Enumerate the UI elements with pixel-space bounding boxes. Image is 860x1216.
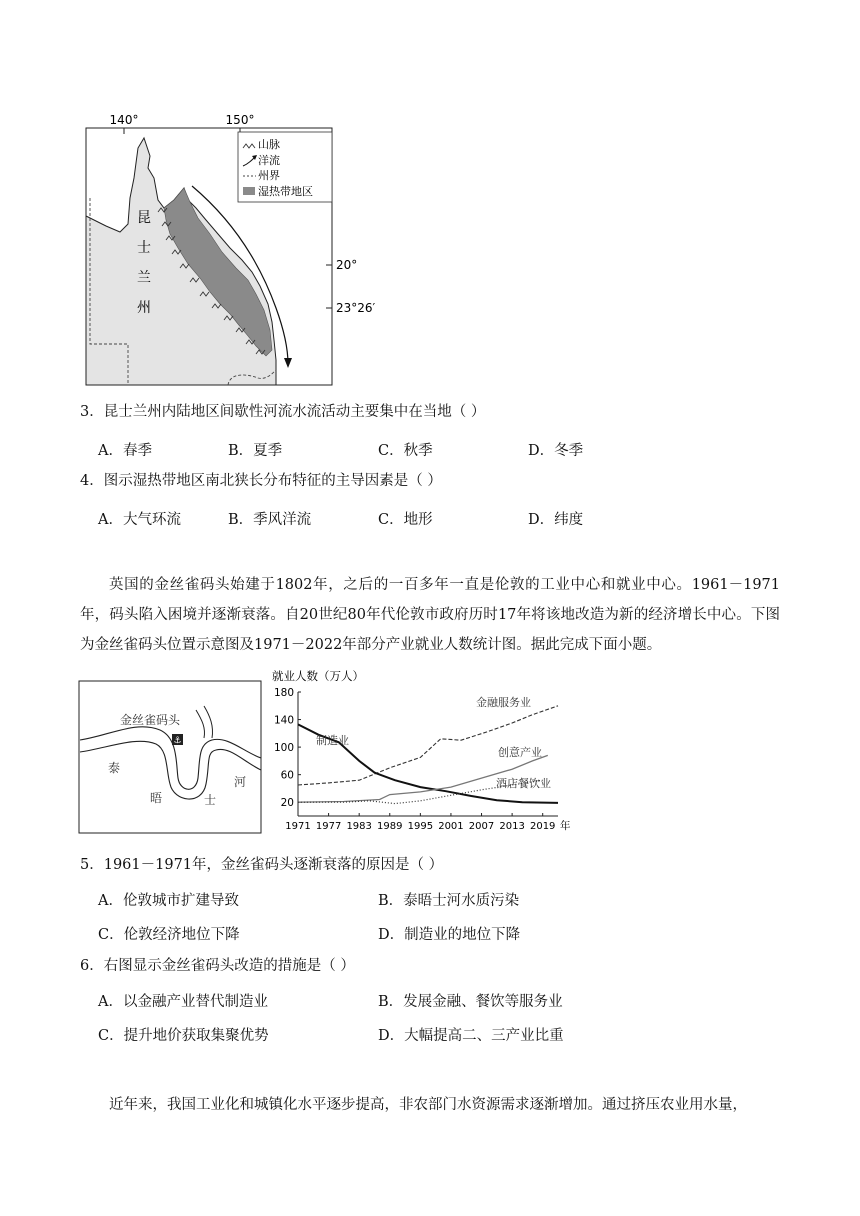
river-char: 河 xyxy=(234,775,247,789)
x-tick-label: 1995 xyxy=(407,821,434,832)
q4-option-c: C．地形 xyxy=(378,512,433,528)
passage-canary-wharf: 英国的金丝雀码头始建于1802年，之后的一百多年一直是伦敦的工业中心和就业中心。1961－1971年，码头陷入困境并逐渐衰落。自20世纪80年代伦敦市政府历时17年将该地改造为新的经济增长中心。下图为金丝雀码头位置示意图及1971－2022年部分产业就业人数统计图。据此完成下面小题。 xyxy=(80,577,780,653)
x-tick-label: 1983 xyxy=(346,821,372,832)
y-tick-label: 60 xyxy=(280,769,294,782)
legend-humid-icon xyxy=(243,187,255,195)
y-tick-label: 100 xyxy=(273,742,294,755)
legend-current-label: 洋流 xyxy=(258,154,280,167)
river-char: 泰 xyxy=(108,761,121,775)
series-label-1: 制造业 xyxy=(316,734,349,747)
canary-wharf-map xyxy=(78,680,262,836)
q5-option-a: A．伦敦城市扩建导致 xyxy=(98,893,239,909)
dock-label: 金丝雀码头 xyxy=(120,713,181,727)
series-label-2: 创意产业 xyxy=(498,746,542,759)
river-char: 士 xyxy=(204,793,217,807)
q5-option-c: C．伦敦经济地位下降 xyxy=(98,927,240,943)
lon-label-140: 140° xyxy=(109,113,139,127)
q4-option-b: B．季风洋流 xyxy=(228,512,312,528)
series-label-0: 金融服务业 xyxy=(476,696,531,709)
x-axis-unit: 年 xyxy=(560,820,571,832)
passage-water-resources: 近年来，我国工业化和城镇化水平逐步提高，非农部门水资源需求逐渐增加。通过挤压农业用水量， xyxy=(109,1097,747,1113)
employment-line-chart xyxy=(266,668,576,846)
region-label-char: 兰 xyxy=(137,270,151,286)
x-tick-label: 1989 xyxy=(377,821,403,832)
lat-label-20: 20° xyxy=(336,258,358,272)
region-label-char: 昆 xyxy=(137,210,151,226)
series-label-3: 酒店餐饮业 xyxy=(496,777,551,790)
q6-option-c: C．提升地价获取集聚优势 xyxy=(98,1028,269,1044)
region-label-char: 士 xyxy=(137,240,151,256)
q5-option-d: D．制造业的地位下降 xyxy=(378,927,521,943)
x-tick-label: 1971 xyxy=(285,821,311,832)
chart-ylabel: 就业人数（万人） xyxy=(272,669,364,683)
map-legend xyxy=(238,132,332,202)
question-3-stem: 3．昆士兰州内陆地区间歇性河流水流活动主要集中在当地（ ） xyxy=(80,404,486,420)
map2-frame xyxy=(79,681,261,833)
legend-humid-label: 湿热带地区 xyxy=(258,185,313,198)
y-tick-label: 180 xyxy=(273,687,294,699)
q6-option-b: B．发展金融、餐饮等服务业 xyxy=(378,994,563,1010)
q5-option-b: B．泰晤士河水质污染 xyxy=(378,893,520,909)
svg-text:⚓: ⚓ xyxy=(173,736,182,746)
legend-mountains-label: 山脉 xyxy=(258,138,280,151)
question-5-stem: 5．1961－1971年，金丝雀码头逐渐衰落的原因是（ ） xyxy=(80,857,444,873)
question-4-stem: 4．图示湿热带地区南北狭长分布特征的主导因素是（ ） xyxy=(80,473,442,489)
question-6-stem: 6．右图显示金丝雀码头改造的措施是（ ） xyxy=(80,958,355,974)
q3-option-d: D．冬季 xyxy=(528,443,584,459)
q4-option-d: D．纬度 xyxy=(528,512,584,528)
x-tick-label: 2007 xyxy=(468,821,495,832)
lon-label-150: 150° xyxy=(225,113,255,127)
q3-option-b: B．夏季 xyxy=(228,443,283,459)
x-tick-label: 2019 xyxy=(529,821,556,832)
q4-option-a: A．大气环流 xyxy=(98,512,181,528)
region-label-char: 州 xyxy=(137,300,151,316)
x-tick-label: 2013 xyxy=(499,821,525,832)
legend-border-label: 州界 xyxy=(258,169,280,182)
river-char: 晤 xyxy=(150,791,163,805)
q3-option-a: A．春季 xyxy=(98,443,152,459)
lat-label-tropic: 23°26′ xyxy=(336,301,376,315)
y-tick-label: 140 xyxy=(273,714,294,727)
queensland-map xyxy=(80,108,376,388)
x-tick-label: 2001 xyxy=(438,821,464,832)
q6-option-a: A．以金融产业替代制造业 xyxy=(98,994,268,1010)
y-tick-label: 20 xyxy=(280,797,294,810)
q6-option-d: D．大幅提高二、三产业比重 xyxy=(378,1028,564,1044)
x-tick-label: 1977 xyxy=(315,821,342,832)
q3-option-c: C．秋季 xyxy=(378,443,433,459)
